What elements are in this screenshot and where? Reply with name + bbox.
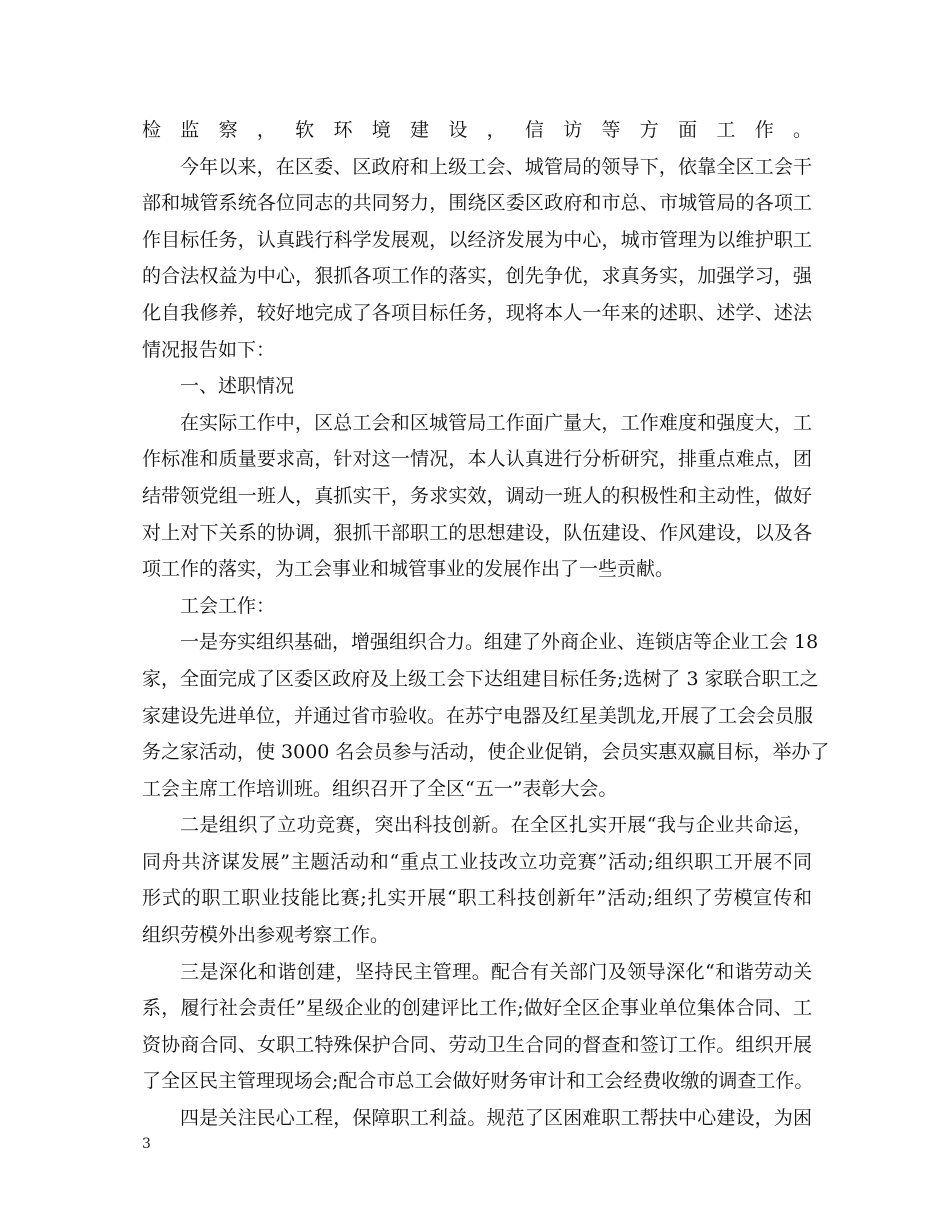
page-number: 3 <box>142 1136 151 1152</box>
text-line: 家，全面完成了区委区政府及上级工会下达组建目标任务;选树了 3 家联合职工之 <box>142 667 819 690</box>
text-line: 作标准和质量要求高，针对这一情况，本人认真进行分析研究，排重点难点，团 <box>142 448 812 471</box>
text-line: 形式的职工职业技能比赛;扎实开展“职工科技创新年”活动;组织了劳模宣传和 <box>142 887 812 910</box>
text-line: 结带领党组一班人，真抓实干，务求实效，调动一班人的积极性和主动性，做好 <box>142 484 812 507</box>
section-heading: 一、述职情况 <box>180 375 295 398</box>
text-line: 今年以来，在区委、区政府和上级工会、城管局的领导下，依靠全区工会干 <box>180 155 812 178</box>
text-line: 三是深化和谐创建，坚持民主管理。配合有关部门及领导深化“和谐劳动关 <box>180 960 812 983</box>
text-line: 的合法权益为中心，狠抓各项工作的落实，创先争优，求真务实，加强学习，强 <box>142 265 812 288</box>
text-line: 在实际工作中，区总工会和区城管局工作面广量大，工作难度和强度大，工 <box>180 411 812 434</box>
text-line: 一是夯实组织基础，增强组织合力。组建了外商企业、连锁店等企业工会 18 <box>180 631 819 654</box>
text-line: 了全区民主管理现场会;配合市总工会做好财务审计和工会经费收缴的调查工作。 <box>142 1070 814 1093</box>
text-line: 组织劳模外出参观考察工作。 <box>142 924 390 947</box>
text-line: 项工作的落实，为工会事业和城管事业的发展作出了一些贡献。 <box>142 558 675 581</box>
text-line: 务之家活动，使 3000 名会员参与活动，使企业促销，会员实惠双赢目标，举办了 <box>142 741 830 764</box>
text-line: 同舟共济谋发展”主题活动和“重点工业技改立功竞赛”活动;组织职工开展不同 <box>142 850 812 873</box>
subsection-heading: 工会工作： <box>180 594 276 617</box>
text-line: 对上对下关系的协调，狠抓干部职工的思想建设，队伍建设、作风建设，以及各 <box>142 521 812 544</box>
text-line: 四是关注民心工程，保障职工利益。规范了区困难职工帮扶中心建设，为困 <box>180 1107 812 1130</box>
document-body <box>142 112 830 1137</box>
text-line: 作目标任务，认真践行科学发展观，以经济发展为中心，城市管理为以维护职工 <box>142 228 812 251</box>
text-line: 二是组织了立功竞赛，突出科技创新。在全区扎实开展“我与企业共命运， <box>180 814 812 837</box>
text-line: 化自我修养，较好地完成了各项目标任务，现将本人一年来的述职、述学、述法 <box>142 301 812 324</box>
text-line: 系，履行社会责任”星级企业的创建评比工作;做好全区企事业单位集体合同、工 <box>142 997 812 1020</box>
text-line: 情况报告如下： <box>142 338 276 361</box>
text-line: 检监察，软环境建设，信访等方面工作。 <box>142 119 812 141</box>
text-line: 资协商合同、女职工特殊保护合同、劳动卫生合同的督查和签订工作。组织开展 <box>142 1033 812 1056</box>
text-line: 家建设先进单位，并通过省市验收。在苏宁电器及红星美凯龙,开展了工会会员服 <box>142 704 814 727</box>
text-line: 工会主席工作培训班。组织召开了全区“五一”表彰大会。 <box>142 777 618 800</box>
text-line: 部和城管系统各位同志的共同努力，围绕区委区政府和市总、市城管局的各项工 <box>142 192 812 215</box>
